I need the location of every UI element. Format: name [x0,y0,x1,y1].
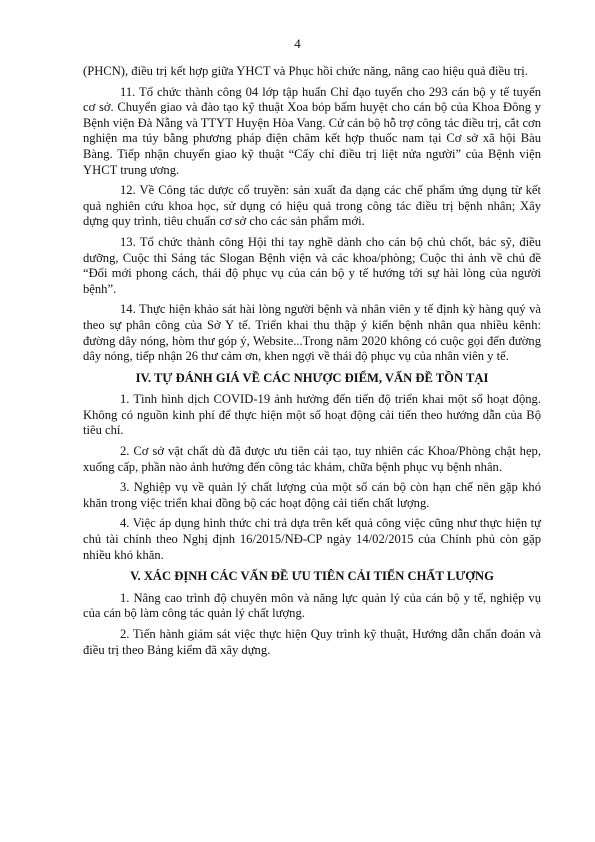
paragraph: 2. Tiến hành giám sát việc thực hiện Quy trình kỹ thuật, Hướng dẫn chẩn đoán và điều trị theo Bảng kiểm đã xây dựng. [83,627,541,657]
paragraph: 3. Nghiệp vụ về quản lý chất lượng của một số cán bộ còn hạn chế nên gặp khó khăn trong việc triển khai đồng bộ các hoạt động cải tiến chất lượng. [83,480,541,510]
section-heading: V. XÁC ĐỊNH CÁC VẤN ĐỀ ƯU TIÊN CẢI TIẾN CHẤT LƯỢNG [130,569,494,584]
paragraph: 4. Việc áp dụng hình thức chi trả dựa trên kết quả công việc cũng như thực hiện tự chủ tài chính theo Nghị định 16/2015/NĐ-CP ngày 14/02/2015 của Chính phủ còn gặp nhiều khó khăn. [83,516,541,562]
paragraph: 13. Tổ chức thành công Hội thi tay nghề dành cho cán bộ chủ chốt, bác sỹ, điều dưỡng, Cuộc thi Sáng tác Slogan Bệnh viện và các khoa/phòng; Cuộc thi ảnh về chủ đề “Đổi mới phong cách, thái độ phục vụ của cán bộ y tế hướng tới sự hài lòng của người bệnh”. [83,234,541,296]
paragraph: 1. Nâng cao trình độ chuyên môn và năng lực quản lý của cán bộ y tế, nghiệp vụ của cán bộ làm công tác quản lý chất lượng. [83,590,541,621]
paragraph: 14. Thực hiện khảo sát hài lòng người bệnh và nhân viên y tế định kỳ hàng quý và theo sự phân công của Sở Y tế. Triển khai thu thập ý kiến bệnh nhân qua nhiều kênh: đường dây nóng, hòm thư góp ý, Website...Trong năm 2020 không có cuộc gọi đến đường dây nóng, tiếp nhận 26 thư cảm ơn, khen ngợi về thái độ phục vụ của nhân viên y tế. [83,302,541,364]
paragraph: (PHCN), điều trị kết hợp giữa YHCT và Phục hồi chức năng, nâng cao hiệu quả điều trị. [83,64,528,78]
document-body [83,64,541,663]
section-heading: IV. TỰ ĐÁNH GIÁ VỀ CÁC NHƯỢC ĐIỂM, VẤN ĐỀ TỒN TẠI [135,370,489,385]
paragraph: 12. Về Công tác dược cổ truyền: sản xuất đa dạng các chế phẩm ứng dụng từ kết quả nghiên cứu khoa học, sử dụng có hiệu quả trong công tác điều trị bệnh nhân; Xây dựng quy trình, tiêu chuẩn cơ sở cho các sản phẩm mới. [83,183,541,229]
paragraph: 1. Tình hình dịch COVID-19 ảnh hưởng đến tiến độ triển khai một số hoạt động. Không có nguồn kinh phí để thực hiện một số hoạt động cải tiến theo hướng dẫn của Bộ tiêu chí. [83,392,541,438]
paragraph: 2. Cơ sở vật chất dù đã được ưu tiên cải tạo, tuy nhiên các Khoa/Phòng chật hẹp, xuống cấp, phần nào ảnh hưởng đến công tác khám, chữa bệnh phục vụ bệnh nhân. [83,444,541,474]
paragraph: 11. Tổ chức thành công 04 lớp tập huấn Chỉ đạo tuyến cho 293 cán bộ y tế tuyến cơ sở. Chuyển giao và đào tạo kỹ thuật Xoa bóp bấm huyệt cho cán bộ của Khoa Đông y Bệnh viện Đà Nẵng và TTYT Huyện Hòa Vang. Cử cán bộ hỗ trợ công tác điều trị, cắt cơn nghiện ma túy bằng phương pháp điện châm kết hợp thuốc nam tại Cơ sở xã hội Bàu Bàng. Tiếp nhận chuyển giao kỹ thuật “Cấy chỉ điều trị liệt nửa người” của Bệnh viện YHCT trung ương. [83,84,541,177]
page-number: 4 [294,36,301,51]
